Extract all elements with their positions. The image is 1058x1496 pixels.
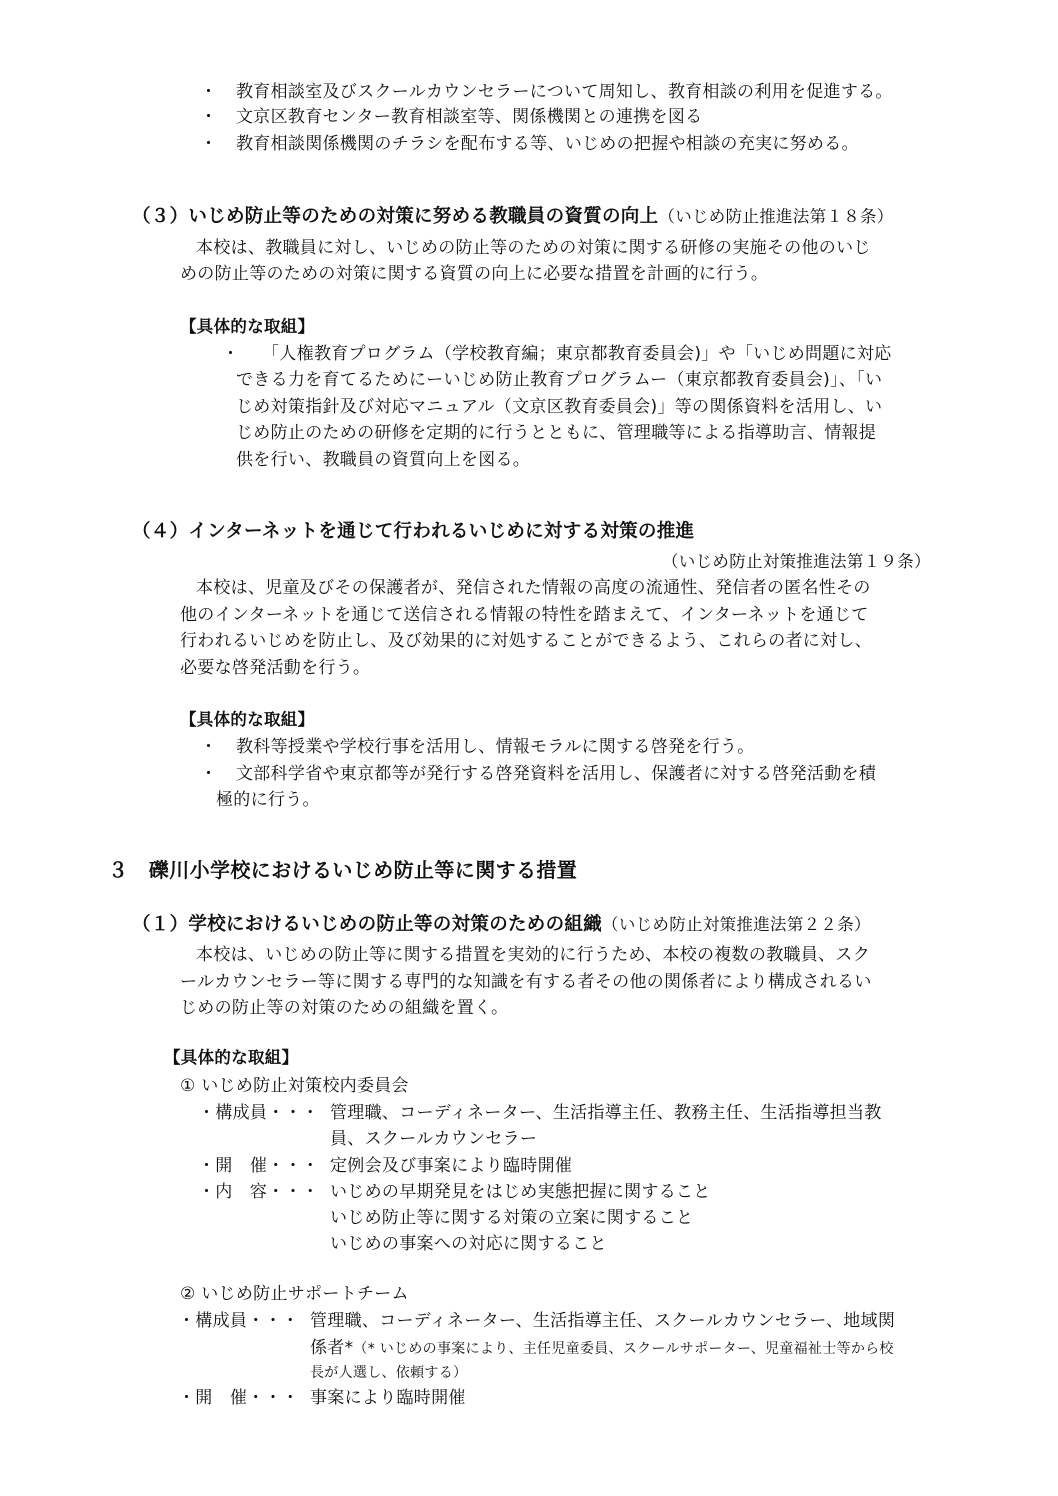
bullet-mark: ・ bbox=[200, 764, 217, 784]
subsection-3-body-1: 本校は、教職員に対し、いじめの防止等のための対策に関する研修の実施その他のいじ bbox=[196, 238, 871, 258]
bullet-mark: ・ bbox=[200, 107, 217, 127]
subsection-4-bullet-2-cont: 極的に行う。 bbox=[216, 790, 320, 810]
committee-1-members-label: ・構成員・・・ bbox=[198, 1103, 320, 1123]
committee-2-meeting-label: ・開 催・・・ bbox=[178, 1388, 300, 1408]
subsection-3-bullet-line-4: じめ防止のための研修を定期的に行うとともに、管理職等による指導助言、情報提 bbox=[236, 423, 877, 443]
top-bullet-1: 教育相談室及びスクールカウンセラーについて周知し、教育相談の利用を促進する。 bbox=[236, 82, 893, 102]
section-3-sub1-heading bbox=[132, 913, 871, 937]
committee-2-members-note-2: 長が人選し、依頼する） bbox=[310, 1365, 468, 1381]
committee-2-members-note-1: （* いじめの事案により、主任児童委員、スクールサポーター、児童福祉士等から校 bbox=[353, 1341, 894, 1357]
subsection-3-ref: （いじめ防止推進法第１８条） bbox=[658, 207, 894, 226]
subsection-4-bullet-2: 文部科学省や東京都等が発行する啓発資料を活用し、保護者に対する啓発活動を積 bbox=[236, 764, 877, 784]
committee-2-meeting: 事案により臨時開催 bbox=[310, 1388, 466, 1408]
subsection-4-body-2: 他のインターネットを通じて送信される情報の特性を踏まえて、インターネットを通じて bbox=[180, 605, 869, 625]
section-3-sub1-ref: （いじめ防止対策推進法第２２条） bbox=[602, 915, 871, 934]
section-3-sub1-label: 【具体的な取組】 bbox=[164, 1048, 299, 1067]
committee-1-content-1: いじめの早期発見をはじめ実態把握に関すること bbox=[330, 1182, 711, 1202]
committee-2-members-cont-line bbox=[310, 1336, 894, 1361]
subsection-4-heading: （４）インターネットを通じて行われるいじめに対する対策の推進 bbox=[132, 521, 695, 542]
subsection-4-body-4: 必要な啓発活動を行う。 bbox=[180, 658, 371, 678]
subsection-3-bullet-line-5: 供を行い、教職員の資質向上を図る。 bbox=[236, 450, 531, 470]
bullet-mark: ・ bbox=[200, 134, 217, 154]
subsection-4-body-1: 本校は、児童及びその保護者が、発信された情報の高度の流通性、発信者の匿名性その bbox=[196, 578, 871, 598]
top-bullet-3: 教育相談関係機関のチラシを配布する等、いじめの把握や相談の充実に努める。 bbox=[236, 134, 859, 154]
subsection-3-bullet-line-2: できる力を育てるためにーいじめ防止教育プログラムー（東京都教育委員会)」、「い bbox=[236, 370, 883, 390]
bullet-mark: ・ bbox=[222, 344, 239, 364]
subsection-3-bullet-line-3: じめ対策指針及び対応マニュアル（文京区教育委員会)」等の関係資料を活用し、い bbox=[236, 397, 883, 417]
subsection-3-title: （３）いじめ防止等のための対策に努める教職員の資質の向上 bbox=[132, 206, 659, 227]
subsection-4-body-3: 行われるいじめを防止し、及び効果的に対処することができるよう、これらの者に対し、 bbox=[180, 631, 872, 651]
section-3-sub1-title: （１）学校におけるいじめの防止等の対策のための組織 bbox=[132, 914, 603, 935]
committee-1-content-label: ・内 容・・・ bbox=[198, 1182, 320, 1202]
subsection-4-ref: （いじめ防止対策推進法第１９条） bbox=[662, 552, 931, 571]
section-3-sub1-body-3: じめの防止等の対策のための組織を置く。 bbox=[180, 998, 509, 1018]
committee-1-content-2: いじめ防止等に関する対策の立案に関すること bbox=[330, 1208, 694, 1228]
section-3-sub1-body-2: ールカウンセラー等に関する専門的な知識を有する者その他の関係者により構成されるい bbox=[180, 972, 872, 992]
top-bullet-2: 文京区教育センター教育相談室等、関係機関との連携を図る bbox=[236, 107, 703, 127]
subsection-4-label: 【具体的な取組】 bbox=[180, 710, 315, 729]
committee-2-members-cont: 係者* bbox=[310, 1338, 354, 1358]
subsection-4-bullet-1: 教科等授業や学校行事を活用し、情報モラルに関する啓発を行う。 bbox=[236, 737, 755, 757]
subsection-3-body-2: めの防止等のための対策に関する資質の向上に必要な措置を計画的に行う。 bbox=[180, 264, 769, 284]
subsection-3-bullet-line-1: 「人権教育プログラム（学校教育編；東京都教育委員会)」や「いじめ問題に対応 bbox=[262, 344, 892, 364]
committee-2-members-label: ・構成員・・・ bbox=[178, 1311, 300, 1331]
committee-2-members: 管理職、コーディネーター、生活指導主任、スクールカウンセラー、地域関 bbox=[310, 1311, 896, 1331]
bullet-mark: ・ bbox=[200, 82, 217, 102]
committee-1-meeting-label: ・開 催・・・ bbox=[198, 1156, 320, 1176]
committee-1-title: ① いじめ防止対策校内委員会 bbox=[180, 1076, 409, 1096]
subsection-3-heading bbox=[132, 205, 894, 229]
section-3-heading: ３ 礫川小学校におけるいじめ防止等に関する措置 bbox=[108, 858, 578, 882]
committee-1-members-cont: 員、スクールカウンセラー bbox=[330, 1129, 538, 1149]
committee-1-content-3: いじめの事案への対応に関すること bbox=[330, 1234, 607, 1254]
committee-1-members: 管理職、コーディネーター、生活指導主任、教務主任、生活指導担当教 bbox=[330, 1103, 882, 1123]
bullet-mark: ・ bbox=[200, 737, 217, 757]
subsection-3-label: 【具体的な取組】 bbox=[180, 317, 315, 336]
section-3-sub1-body-1: 本校は、いじめの防止等に関する措置を実効的に行うため、本校の複数の教職員、スク bbox=[196, 945, 871, 965]
committee-1-meeting: 定例会及び事案により臨時開催 bbox=[330, 1156, 573, 1176]
committee-2-title: ② いじめ防止サポートチーム bbox=[180, 1284, 409, 1304]
